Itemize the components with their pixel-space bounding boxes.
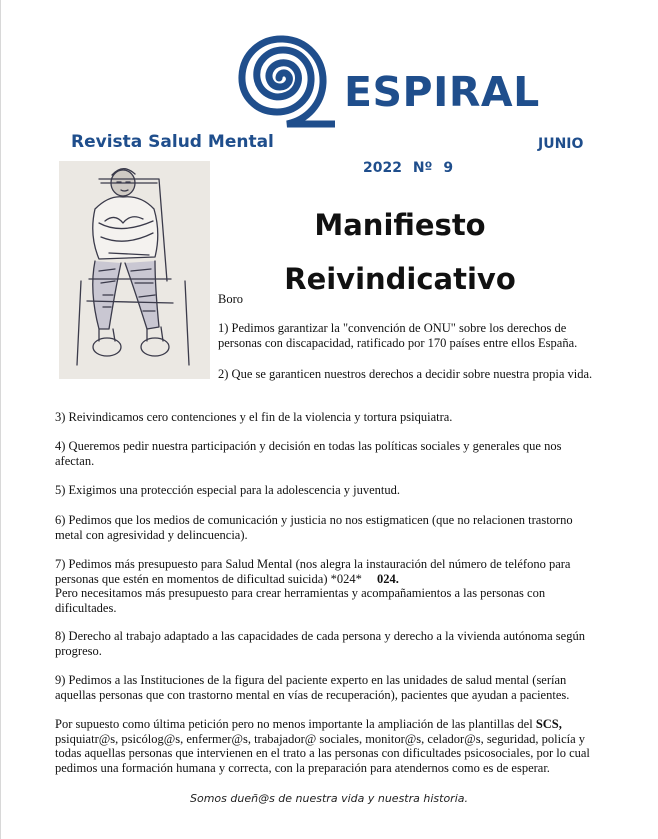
demand-3: 3) Reivindicamos cero contenciones y el fin de la violencia y tortura psiquiatra. — [55, 410, 453, 424]
issue-month: JUNIO — [538, 136, 584, 152]
final-demand-text: Por supuesto como última petición pero no menos importante la ampliación de las plantillas del — [55, 717, 536, 731]
demand-7-continuation: Pero necesitamos más presupuesto para crear herramientas y acompañamientos a las personas con dificultades. — [55, 586, 546, 615]
issue-number: 2022 Nº 9 — [363, 160, 454, 176]
article-illustration — [59, 161, 210, 379]
spiral-logo-icon — [223, 26, 335, 132]
demand-5: 5) Exigimos una protección especial para la adolescencia y juventud. — [55, 483, 401, 497]
headline-line: Reivindicativo — [284, 262, 516, 296]
demand-9: 9) Pedimos a las Instituciones de la figura del paciente experto en las unidades de salud mental (serían aquellas personas que con trastorno mental en vías de recuperación), pacientes que ayudan a pacientes. — [55, 673, 570, 702]
closing-statement: Somos dueñ@s de nuestra vida y nuestra historia. — [190, 792, 468, 805]
demand-7 — [55, 557, 595, 615]
magazine-subtitle: Revista Salud Mental — [71, 132, 274, 152]
demand-1: 1) Pedimos garantizar la "convención de ONU" sobre los derechos de personas con discapacidad, ratificado por 170 países entre ellos España. — [218, 321, 578, 350]
article-headline — [275, 198, 525, 306]
article-author: Boro — [218, 292, 243, 306]
demand-7-phone: 024. — [377, 571, 399, 586]
final-demand — [55, 717, 595, 775]
final-demand-scs: SCS, — [535, 717, 562, 731]
demand-2: 2) Que se garanticen nuestros derechos a decidir sobre nuestra propia vida. — [218, 367, 593, 381]
headline-line: Manifiesto — [314, 208, 486, 242]
demand-7-text: 7) Pedimos más presupuesto para Salud Mental (nos alegra la instauración del número de teléfono para personas que estén en momentos de dificultad suicida) *024* — [55, 557, 571, 586]
demand-8: 8) Derecho al trabajo adaptado a las capacidades de cada persona y derecho a la vivienda autónoma según progreso. — [55, 629, 585, 658]
final-demand-rest: psiquiatr@s, psicólog@s, enfermer@s, trabajador@ sociales, monitor@s, celador@s, seguridad, policía y todas aquellas personas que intervienen en el trato a las personas con dificultades psicosociales, por lo cual pedimos una formación humana y correcta, con la preparación para atendernos como es de esperar. — [55, 731, 590, 775]
magazine-title: ESPIRAL — [344, 68, 540, 116]
straitjacket-figure-drawing — [59, 161, 210, 379]
demand-4: 4) Queremos pedir nuestra participación y decisión en todas las políticas sociales y generales que nos afectan. — [55, 439, 562, 468]
demand-6: 6) Pedimos que los medios de comunicación y justicia no nos estigmaticen (que no relacionen trastorno metal con agresividad y delincuencia). — [55, 513, 573, 542]
